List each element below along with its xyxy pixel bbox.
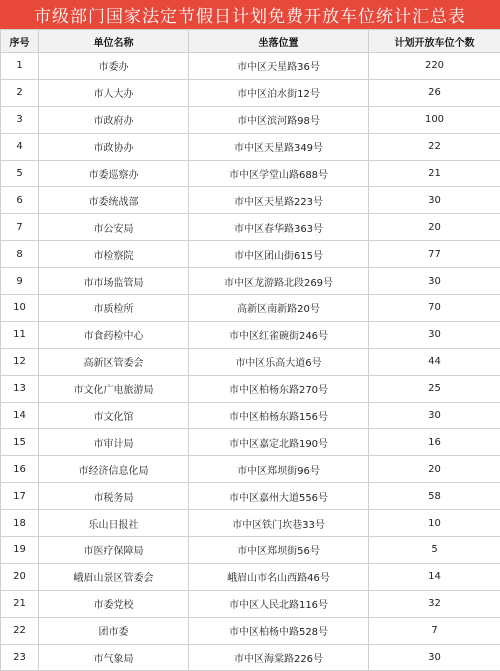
cell-index: 17 xyxy=(1,483,39,510)
cell-unit-name: 市政府办 xyxy=(39,106,189,133)
cell-unit-name: 市人大办 xyxy=(39,79,189,106)
table-row xyxy=(1,402,500,429)
cell-unit-name: 市气象局 xyxy=(39,644,189,671)
table-row xyxy=(1,321,500,348)
cell-index: 5 xyxy=(1,160,39,187)
header-unit-name: 单位名称 xyxy=(39,30,189,53)
table-row xyxy=(1,133,500,160)
cell-unit-name: 市政协办 xyxy=(39,133,189,160)
table-row xyxy=(1,456,500,483)
cell-index: 23 xyxy=(1,644,39,671)
cell-planned-spaces: 21 xyxy=(369,160,500,187)
table-row xyxy=(1,537,500,564)
cell-planned-spaces: 70 xyxy=(369,295,500,322)
cell-planned-spaces: 32 xyxy=(369,590,500,617)
cell-location: 市中区人民北路116号 xyxy=(189,590,369,617)
cell-location: 高新区南新路20号 xyxy=(189,295,369,322)
cell-unit-name: 市检察院 xyxy=(39,241,189,268)
cell-index: 10 xyxy=(1,295,39,322)
cell-location: 市中区学堂山路688号 xyxy=(189,160,369,187)
cell-unit-name: 市医疗保障局 xyxy=(39,537,189,564)
table-row xyxy=(1,348,500,375)
table-row xyxy=(1,187,500,214)
cell-index: 20 xyxy=(1,563,39,590)
cell-unit-name: 乐山日报社 xyxy=(39,510,189,537)
cell-index: 14 xyxy=(1,402,39,429)
cell-index: 11 xyxy=(1,321,39,348)
cell-location: 市中区海棠路226号 xyxy=(189,644,369,671)
cell-index: 3 xyxy=(1,106,39,133)
cell-location: 市中区红雀碗街246号 xyxy=(189,321,369,348)
cell-index: 19 xyxy=(1,537,39,564)
cell-index: 16 xyxy=(1,456,39,483)
cell-index: 15 xyxy=(1,429,39,456)
table-row xyxy=(1,375,500,402)
cell-location: 市中区郑坝街96号 xyxy=(189,456,369,483)
table-row xyxy=(1,268,500,295)
page-title: 市级部门国家法定节假日计划免费开放车位统计汇总表 xyxy=(0,0,500,29)
table-row xyxy=(1,79,500,106)
cell-unit-name: 市市场监管局 xyxy=(39,268,189,295)
cell-location: 市中区柏杨东路270号 xyxy=(189,375,369,402)
table-row xyxy=(1,160,500,187)
cell-location: 市中区春华路363号 xyxy=(189,214,369,241)
cell-index: 4 xyxy=(1,133,39,160)
cell-index: 6 xyxy=(1,187,39,214)
cell-index: 12 xyxy=(1,348,39,375)
cell-location: 市中区泊水街12号 xyxy=(189,79,369,106)
cell-unit-name: 市公安局 xyxy=(39,214,189,241)
table-row xyxy=(1,563,500,590)
parking-summary-table xyxy=(0,29,500,671)
table-row xyxy=(1,483,500,510)
cell-unit-name: 市委办 xyxy=(39,53,189,80)
cell-index: 9 xyxy=(1,268,39,295)
cell-index: 21 xyxy=(1,590,39,617)
cell-index: 1 xyxy=(1,53,39,80)
table-row xyxy=(1,241,500,268)
cell-unit-name: 市质检所 xyxy=(39,295,189,322)
cell-location: 市中区团山街615号 xyxy=(189,241,369,268)
cell-planned-spaces: 220 xyxy=(369,53,500,80)
cell-unit-name: 峨眉山景区管委会 xyxy=(39,563,189,590)
cell-planned-spaces: 20 xyxy=(369,456,500,483)
table-header-row xyxy=(1,30,500,53)
cell-planned-spaces: 77 xyxy=(369,241,500,268)
cell-planned-spaces: 25 xyxy=(369,375,500,402)
header-index: 序号 xyxy=(1,30,39,53)
cell-location: 市中区柏杨东路156号 xyxy=(189,402,369,429)
cell-unit-name: 市文化广电旅游局 xyxy=(39,375,189,402)
cell-location: 市中区嘉定北路190号 xyxy=(189,429,369,456)
cell-unit-name: 市委党校 xyxy=(39,590,189,617)
cell-planned-spaces: 10 xyxy=(369,510,500,537)
table-row xyxy=(1,295,500,322)
cell-location: 市中区天星路36号 xyxy=(189,53,369,80)
cell-unit-name: 市经济信息化局 xyxy=(39,456,189,483)
cell-location: 市中区天星路223号 xyxy=(189,187,369,214)
cell-location: 市中区天星路349号 xyxy=(189,133,369,160)
cell-unit-name: 市委统战部 xyxy=(39,187,189,214)
cell-planned-spaces: 44 xyxy=(369,348,500,375)
cell-index: 8 xyxy=(1,241,39,268)
table-row xyxy=(1,590,500,617)
cell-unit-name: 市委巡察办 xyxy=(39,160,189,187)
table-row xyxy=(1,644,500,671)
cell-planned-spaces: 30 xyxy=(369,402,500,429)
cell-planned-spaces: 7 xyxy=(369,617,500,644)
table-row xyxy=(1,510,500,537)
header-planned-spaces: 计划开放车位个数 xyxy=(369,30,500,53)
cell-index: 18 xyxy=(1,510,39,537)
cell-planned-spaces: 16 xyxy=(369,429,500,456)
cell-index: 7 xyxy=(1,214,39,241)
cell-unit-name: 市审计局 xyxy=(39,429,189,456)
cell-index: 2 xyxy=(1,79,39,106)
cell-planned-spaces: 5 xyxy=(369,537,500,564)
cell-location: 市中区乐高大道6号 xyxy=(189,348,369,375)
table-row xyxy=(1,617,500,644)
cell-planned-spaces: 30 xyxy=(369,268,500,295)
table-row xyxy=(1,429,500,456)
table-body xyxy=(1,53,500,671)
cell-unit-name: 团市委 xyxy=(39,617,189,644)
cell-planned-spaces: 30 xyxy=(369,187,500,214)
header-location: 坐落位置 xyxy=(189,30,369,53)
cell-index: 22 xyxy=(1,617,39,644)
cell-index: 13 xyxy=(1,375,39,402)
cell-unit-name: 高新区管委会 xyxy=(39,348,189,375)
table-row xyxy=(1,53,500,80)
table-row xyxy=(1,214,500,241)
cell-location: 市中区柏杨中路528号 xyxy=(189,617,369,644)
cell-planned-spaces: 22 xyxy=(369,133,500,160)
cell-planned-spaces: 20 xyxy=(369,214,500,241)
cell-location: 市中区滨河路98号 xyxy=(189,106,369,133)
cell-location: 市中区嘉州大道556号 xyxy=(189,483,369,510)
cell-planned-spaces: 30 xyxy=(369,644,500,671)
cell-planned-spaces: 100 xyxy=(369,106,500,133)
cell-planned-spaces: 58 xyxy=(369,483,500,510)
cell-location: 市中区郑坝街56号 xyxy=(189,537,369,564)
cell-planned-spaces: 26 xyxy=(369,79,500,106)
cell-unit-name: 市食药检中心 xyxy=(39,321,189,348)
table-row xyxy=(1,106,500,133)
cell-unit-name: 市文化馆 xyxy=(39,402,189,429)
cell-planned-spaces: 30 xyxy=(369,321,500,348)
cell-planned-spaces: 14 xyxy=(369,563,500,590)
cell-location: 市中区铁门坎巷33号 xyxy=(189,510,369,537)
cell-location: 峨眉山市名山西路46号 xyxy=(189,563,369,590)
cell-location: 市中区龙游路北段269号 xyxy=(189,268,369,295)
cell-unit-name: 市税务局 xyxy=(39,483,189,510)
